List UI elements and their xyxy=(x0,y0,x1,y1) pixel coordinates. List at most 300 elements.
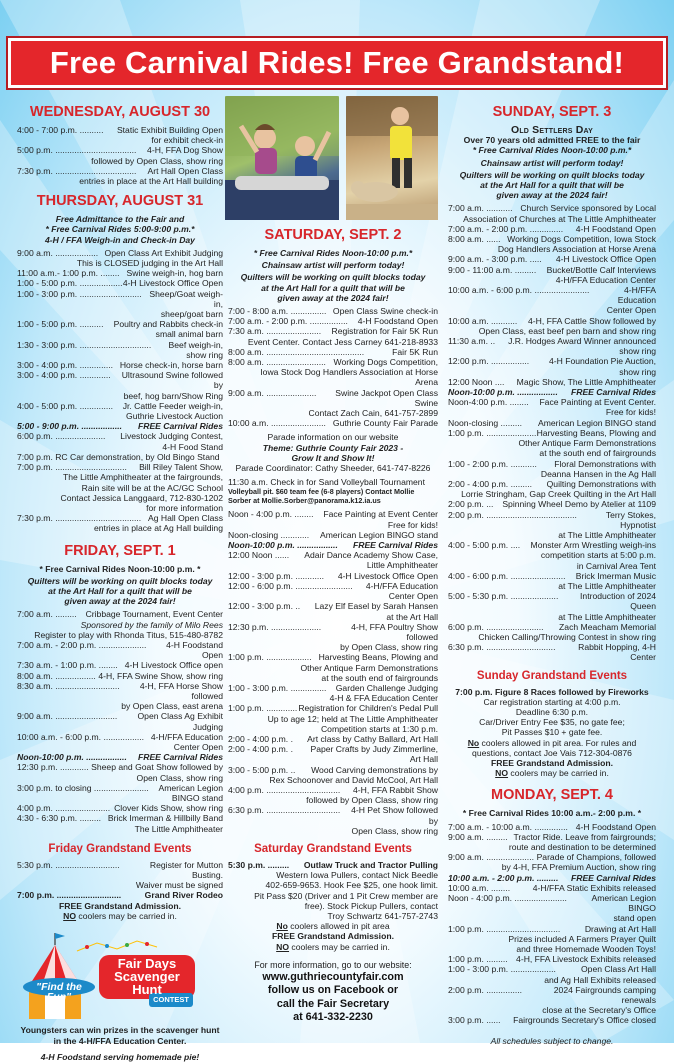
schedule-entry xyxy=(17,340,223,360)
entry-time: 3:00 - 5:00 p.m. .. xyxy=(228,764,296,775)
entry-description: 4-H Foundation Pie Auction, xyxy=(548,356,656,367)
entry-continuation: 4-H Food Stand xyxy=(162,441,223,452)
saturday-grandstand-heading: Saturday Grandstand Events xyxy=(254,842,412,855)
entry-description: American Legion BINGO xyxy=(591,893,656,914)
entry-description: Ultrasound Swine followed by xyxy=(121,370,223,391)
schedule-entry xyxy=(448,234,656,254)
entry-description: Zach Meacham Memorial xyxy=(559,621,656,632)
schedule-entry xyxy=(17,640,223,660)
schedule-entry xyxy=(448,479,656,499)
schedule-entry xyxy=(448,224,656,234)
thursday-intro-1: Free Admittance to the Fair and xyxy=(55,214,185,225)
schedule-entry xyxy=(448,873,656,883)
schedule-entry xyxy=(17,431,223,451)
schedule-entry xyxy=(448,254,656,264)
entry-time: 10:00 a.m. ....................... xyxy=(228,418,326,429)
schedule-entry xyxy=(17,711,223,731)
friday-quilt-2: at the Art Hall for a quilt that will be xyxy=(48,585,192,596)
entry-description: Drawing at Art Hall xyxy=(584,923,656,934)
saturday-events xyxy=(228,306,438,428)
schedule-entry xyxy=(448,852,656,872)
entry-description: 4-H/FFA Education xyxy=(365,580,438,591)
schedule-entry xyxy=(448,356,656,376)
entry-time: 9:00 a.m. ......... xyxy=(448,831,508,842)
sunday-coolers xyxy=(448,768,656,778)
entry-description: Registration for Fair 5K Run xyxy=(331,326,438,337)
sat-gs-line-5: Troy Schwartz 641-757-2743 xyxy=(327,910,438,921)
entry-time: 10:00 a.m. - 2:00 p.m. ......... xyxy=(448,872,559,883)
scavenger-title xyxy=(101,957,193,996)
schedule-entry xyxy=(228,316,438,326)
entry-time: 4:00 - 7:00 p.m. .......... xyxy=(17,125,104,135)
entry-continuation: Association of Churches at The Little Amphitheater xyxy=(463,213,656,224)
schedule-entry xyxy=(448,893,656,924)
schedule-entry xyxy=(17,860,223,891)
entry-description: Monster Arm Wrestling weigh-ins xyxy=(530,540,656,551)
schedule-entry xyxy=(17,319,223,339)
entry-description: Open Class Ag Exhibit Judging xyxy=(137,711,223,732)
entry-time: 11:00 a.m.- 1:00 p.m. ........ xyxy=(17,268,120,279)
schedule-entry xyxy=(448,964,656,984)
entry-time: 8:00 a.m. ................. xyxy=(17,670,96,681)
entry-time: 6:30 p.m. ............................. xyxy=(448,642,556,653)
schedule-entry xyxy=(17,289,223,320)
schedule-entry xyxy=(228,785,438,805)
schedule-entry xyxy=(228,571,438,581)
entry-time: 4:00 - 6:00 p.m. ....................... xyxy=(448,570,566,581)
schedule-entry xyxy=(228,347,438,357)
schedule-entry xyxy=(448,418,656,428)
schedule-entry xyxy=(448,591,656,622)
entry-time: 6:30 p.m. ............................... xyxy=(228,805,341,816)
entry-time: 3:00 p.m. to closing ....................... xyxy=(17,782,149,793)
entry-time: 7:00 a.m. ........... xyxy=(448,203,513,214)
entry-continuation: Contact Jessica Langgaard, 712-830-1202 xyxy=(60,492,223,503)
schedule-entry xyxy=(228,418,438,428)
saturday-grandstand-event xyxy=(228,860,438,870)
schedule-entry xyxy=(448,540,656,571)
entry-time: 12:00 Noon .... xyxy=(448,376,505,387)
entry-continuation: at The Little Amphitheater xyxy=(558,580,656,591)
schedule-entry xyxy=(17,762,223,782)
entry-continuation: This is CLOSED judging in the Art Hall xyxy=(76,258,223,269)
entry-description: Magic Show, The Little Amphitheater xyxy=(516,376,656,387)
entry-time: 7:30 p.m. .................................. xyxy=(17,165,137,176)
entry-continuation: Waiver must be signed xyxy=(135,880,223,891)
sun-gs-title: Figure 8 Races followed by Fireworks xyxy=(494,686,649,697)
entry-description: FREE Carnival Rides xyxy=(137,421,223,432)
schedule-entry xyxy=(17,125,223,145)
entry-time: 7:00 a.m. - 2:00 p.m. .................... xyxy=(17,639,147,650)
entry-continuation: Little Amphitheater xyxy=(366,560,438,571)
entry-continuation: The Little Amphitheater xyxy=(134,823,223,834)
sun-questions: questions, contact Joe Vais 712-304-0876 xyxy=(472,747,632,758)
sunday-grandstand-event xyxy=(448,687,656,697)
schedule-entry xyxy=(448,265,656,285)
schedule-entry xyxy=(17,660,223,670)
schedule-entry xyxy=(228,805,438,836)
thursday-heading: THURSDAY, AUGUST 31 xyxy=(36,193,204,210)
entry-continuation: followed by Open Class, show ring xyxy=(91,155,223,166)
monday-events xyxy=(448,822,656,1026)
schedule-entry xyxy=(17,752,223,762)
entry-time: 4:00 - 5:00 p.m. .... xyxy=(448,540,521,551)
sat-gs-line-4: free). Stock Pickup Pullers, contact xyxy=(304,900,438,911)
entry-continuation: at The Little Amphitheater xyxy=(558,611,656,622)
entry-description: American Legion xyxy=(158,782,223,793)
entry-continuation: for more information xyxy=(146,502,223,513)
entry-continuation: 4-H/FFA Education Center xyxy=(555,274,656,285)
entry-continuation: beef, hog barn/Show Ring xyxy=(123,390,223,401)
entry-description: Spinning Wheel Demo by Atelier at 1109 xyxy=(502,499,656,510)
over-70-free: Over 70 years old admitted FREE to the fair xyxy=(463,135,641,146)
schedule-entry xyxy=(228,540,438,550)
schedule-entry xyxy=(448,285,656,316)
entry-description: Working Dogs Competition, xyxy=(333,357,438,368)
entry-time: 7:00 p.m. .............................. xyxy=(17,462,127,473)
entry-description: Art Hall Open Class xyxy=(147,165,223,176)
entry-description: FREE Carnival Rides xyxy=(137,752,223,763)
entry-continuation: Open Class, show ring xyxy=(136,772,223,783)
entry-time: 1:00 p.m. ......... xyxy=(448,954,508,965)
left-column xyxy=(17,101,223,1062)
saturday-coolers xyxy=(228,942,438,952)
schedule-entry xyxy=(17,609,223,640)
entry-description: Church Service sponsored by Local xyxy=(520,203,656,214)
entry-description: 4-H Livestock Office open xyxy=(124,660,223,671)
entry-time: 1:00 p.m. ............. xyxy=(228,703,298,714)
entry-time: 4:00 - 5:00 p.m. .............. xyxy=(17,400,114,411)
sunday-admission: FREE Grandstand Admission. xyxy=(491,757,613,768)
entry-time: 9:00 - 11:00 a.m. ......... xyxy=(448,264,537,275)
scavenger-line-2: Scavenger xyxy=(114,969,180,985)
entry-description: Horse check-in, horse barn xyxy=(119,360,223,371)
entry-continuation: at The Little Amphitheater xyxy=(558,529,656,540)
friday-quilt-1: Quilters will be working on quilt blocks today xyxy=(27,575,213,586)
entry-time: 12:30 p.m. ..................... xyxy=(228,621,322,632)
friday-admission: FREE Grandstand Admission. xyxy=(59,900,181,911)
sun-gs-line-4: Pit Passes $10 + gate fee. xyxy=(501,727,603,738)
entry-description: 4-H, FFA Rabbit Show xyxy=(352,784,438,795)
entry-description: Parade of Champions, followed xyxy=(536,852,656,863)
entry-time: 5:00 - 9:00 p.m. ................. xyxy=(17,421,123,432)
entry-continuation: Other Antique Farm Demonstrations xyxy=(518,438,656,449)
schedule-entry xyxy=(17,803,223,813)
schedule-entry xyxy=(228,652,438,683)
entry-continuation: entries in place at Ag Hall building xyxy=(94,523,223,534)
sunday-coolers-no: NO xyxy=(495,768,509,779)
sat-gs-title: Outlaw Truck and Tractor Pulling xyxy=(303,859,438,870)
schedule-entry xyxy=(17,452,223,462)
entry-time: 12:00 - 6:00 p.m. ........................ xyxy=(228,580,353,591)
entry-time: 2:00 - 4:00 p.m. . xyxy=(228,733,293,744)
entry-continuation: Rex Schoonover and David McCool, Art Hall xyxy=(269,774,438,785)
entry-continuation: Open Class, show ring xyxy=(351,825,438,836)
sunday-quilt-1: Quilters will be working on quilt blocks today xyxy=(459,169,645,180)
entry-continuation: competition starts at 5:00 p.m. xyxy=(540,550,656,561)
schedule-entry xyxy=(228,765,438,785)
entry-time: 3:00 - 4:00 p.m. .............. xyxy=(17,360,114,371)
saturday-quilt-3: given away at the 2024 fair! xyxy=(277,292,389,303)
entry-description: Registration for Children's Pedal Pull xyxy=(298,703,438,714)
schedule-entry xyxy=(228,388,438,419)
entry-continuation: Chicken Calling/Throwing Contest in show ring xyxy=(478,631,656,642)
entry-continuation: entries in place at the Art Hall building xyxy=(79,176,223,187)
entry-description: Register for Mutton Busting. xyxy=(149,859,223,880)
entry-time: 7:00 a.m. - 2:00 p.m. .............. xyxy=(448,223,564,234)
sat-pit-coolers xyxy=(228,921,438,931)
scavenger-line-1: Fair Days xyxy=(117,956,177,972)
entry-time: 11:30 a.m. .. xyxy=(448,336,496,347)
parade-info: Parade information on our website xyxy=(267,432,399,443)
entry-time: 7:00 - 8:00 a.m. ............... xyxy=(228,306,327,317)
entry-continuation: at the south end of fairgrounds xyxy=(321,672,438,683)
old-settlers-day: Old Settlers Day xyxy=(510,124,594,136)
schedule-entry xyxy=(448,499,656,509)
schedule-entry xyxy=(228,326,438,346)
schedule-entry xyxy=(17,890,223,900)
entry-description: Rabbit Hopping, 4-H Center xyxy=(578,642,656,663)
entry-time: 12:00 - 3:00 p.m. ............ xyxy=(228,570,325,581)
schedule-entry xyxy=(228,509,438,529)
entry-description: Sheep and Goat Show followed by xyxy=(91,762,223,773)
entry-continuation: at the Art Hall xyxy=(386,611,438,622)
schedule-entry xyxy=(17,401,223,421)
schedule-disclaimer: All schedules subject to change. xyxy=(490,1035,614,1046)
scavenger-line-3: Hunt xyxy=(132,982,162,998)
entry-description: Open Class Art Exhibit Judging xyxy=(104,247,223,258)
entry-description: Garden Challenge Judging xyxy=(335,682,438,693)
entry-continuation: Rain site will be at the AC/GC School xyxy=(81,482,223,493)
sunday-heading: SUNDAY, SEPT. 3 xyxy=(492,104,612,120)
entry-continuation: followed by Open Class, show ring xyxy=(306,795,438,806)
entry-time: 1:00 p.m. ............................... xyxy=(448,923,561,934)
entry-time: 7:30 p.m. .................................... xyxy=(17,513,142,524)
entry-description: Paper Crafts by Judy Zimmerline, xyxy=(310,744,438,755)
entry-time: 7:00 a.m. - 2:00 p.m. ................ xyxy=(228,316,348,327)
wednesday-heading: WEDNESDAY, AUGUST 30 xyxy=(29,104,211,120)
entry-continuation: Center Open xyxy=(388,591,438,602)
entry-description: Open Class Swine check-in xyxy=(332,306,438,317)
entry-continuation: Other Antique Farm Demonstrations xyxy=(300,662,438,673)
entry-continuation: Center Open xyxy=(173,741,223,752)
entry-description: 4-H, FFA Poultry Show followed xyxy=(351,621,438,642)
entry-continuation: by Open Class, show ring xyxy=(340,642,438,653)
entry-time: 3:00 - 4:00 p.m. ............. xyxy=(17,370,111,381)
sat-gs-line-1: Western Iowa Pullers, contact Nick Beedle xyxy=(276,870,438,881)
entry-description: 4-H Foodstand Open xyxy=(357,316,438,327)
entry-description: Clover Kids Show, show ring xyxy=(114,803,223,814)
sun-gs-time: 7:00 p.m. xyxy=(455,686,493,697)
monday-heading: MONDAY, SEPT. 4 xyxy=(491,787,613,804)
schedule-entry xyxy=(448,203,656,223)
schedule-entry xyxy=(17,732,223,752)
sun-pit-text: coolers allowed in pit area. For rules and xyxy=(479,737,637,748)
schedule-entry xyxy=(228,683,438,703)
entry-continuation: Competition starts at 1:30 p.m. xyxy=(320,723,438,734)
schedule-entry xyxy=(17,360,223,370)
entry-continuation: Lorrie Stringham, Gap Creek Quilting in the Art Hall xyxy=(461,489,656,500)
entry-continuation: Deanna Hansen in the Ag Hall xyxy=(540,468,656,479)
schedule-entry xyxy=(448,642,656,662)
website-link[interactable]: www.guthriecountyfair.com xyxy=(262,970,404,983)
entry-description: Poultry and Rabbits check-in xyxy=(113,319,223,330)
entry-description: 4-H Livestock Office Open xyxy=(555,254,656,265)
friday-intro-rides: * Free Carnival Rides Noon-10:00 p.m. * xyxy=(39,563,201,574)
entry-description: 4-H/FFA Static Exhibits released xyxy=(532,882,656,893)
scavenger-description: Youngsters can win prizes in the scavenger hunt in the 4-H/FFA Education Center. xyxy=(20,1025,220,1046)
sunday-coolers-text: coolers may be carried in. xyxy=(508,768,609,779)
entry-time: 5:00 p.m. .................................. xyxy=(17,145,137,156)
entry-continuation: close at the Secretary's Office xyxy=(542,1005,656,1016)
entry-continuation: Arena xyxy=(415,377,438,388)
sun-pit-no: No xyxy=(467,737,480,748)
entry-time: 12:00 p.m. ................ xyxy=(448,356,530,367)
sun-pit-coolers xyxy=(448,738,656,748)
entry-description: 4-H/FFA Education xyxy=(617,285,656,306)
entry-time: Noon-closing ............ xyxy=(228,529,310,540)
entry-time: 7:30 a.m. ....................... xyxy=(228,326,322,337)
entry-description: Wood Carving demonstrations by xyxy=(311,764,438,775)
middle-column xyxy=(228,96,438,1025)
entry-description: 4-H Pet Show followed by xyxy=(351,805,438,826)
schedule-entry xyxy=(448,622,656,642)
schedule-entry xyxy=(228,703,438,734)
entry-time: 9:00 a.m. - 3:00 p.m. ..... xyxy=(448,254,542,265)
secretary-phone: at 641-332-2230 xyxy=(293,1011,373,1024)
entry-continuation: show ring xyxy=(619,366,656,377)
sat-gs-line-2: 402-659-9653. Hook Fee $25, one hook limit. xyxy=(265,880,438,891)
schedule-entry xyxy=(448,459,656,479)
entry-description: Face Painting at Event Center. xyxy=(539,397,656,408)
entry-time: 9:00 a.m. .......................... xyxy=(17,711,118,722)
entry-continuation: Contact Zach Cain, 641-757-2899 xyxy=(308,408,438,419)
entry-description: Brick Imerman & Hillbilly Band xyxy=(107,813,223,824)
entry-time: 10:00 a.m. ........... xyxy=(448,315,518,326)
wednesday-events xyxy=(17,125,223,186)
schedule-entry xyxy=(448,377,656,387)
entry-description: Grand River Rodeo xyxy=(144,890,223,901)
entry-description: Fairgrounds Secretary's Office closed xyxy=(513,1015,656,1026)
thursday-intro-2: * Free Carnival Rides 5:00-9:00 p.m.* xyxy=(45,224,195,235)
friday-grandstand-heading: Friday Grandstand Events xyxy=(48,842,192,855)
schedule-entry xyxy=(228,530,438,540)
friday-coolers xyxy=(17,911,223,921)
schedule-entry xyxy=(228,601,438,621)
volleyball-checkin: 11:30 a.m. Check in for Sand Volleyball Tournament xyxy=(228,477,425,488)
headline-banner: Free Carnival Rides! Free Grandstand! xyxy=(8,38,666,88)
schedule-entry xyxy=(17,278,223,288)
entry-time: 8:00 a.m. ...... xyxy=(448,234,501,245)
schedule-entry xyxy=(17,681,223,712)
sat-gs-line-3: Pit Pass $20 (Driver and 1 Pit Crew member are xyxy=(254,890,438,901)
entry-continuation: The Little Amphitheater at the fairgrounds, xyxy=(62,472,223,483)
entry-time: 3:00 p.m. ...... xyxy=(448,1015,501,1026)
fair-photos xyxy=(228,96,438,220)
entry-continuation: route and destination to be determined xyxy=(508,842,656,852)
entry-description: 4-H/FFA Education xyxy=(150,731,223,742)
entry-time: Noon-10:00 p.m. ................. xyxy=(448,387,558,398)
entry-description: FREE Carnival Rides xyxy=(570,872,656,883)
sun-gs-line-2: Deadline 6:30 p.m. xyxy=(515,706,589,717)
monday-intro-rides: * Free Carnival Rides 10:00 a.m.- 2:00 p.m. * xyxy=(462,808,642,819)
entry-description: Swine weigh-in, hog barn xyxy=(126,268,223,279)
schedule-entry xyxy=(448,822,656,832)
entry-description: 4-H, FFA Swine Show, show ring xyxy=(98,670,223,681)
entry-description: Adair Dance Academy Show Case, xyxy=(304,550,438,561)
entry-time: 1:00 - 3:00 p.m. .......................... xyxy=(17,288,142,299)
entry-description: Sheep/Goat weigh-in, xyxy=(149,288,223,309)
entry-description: 4-H, FFA Horse Show followed xyxy=(139,680,223,701)
entry-description: Brick Imerman Music xyxy=(575,570,656,581)
parade-theme-2: Grow It and Show It! xyxy=(291,452,375,463)
parade-coordinator: Parade Coordinator: Cathy Sheeder, 641-747-8226 xyxy=(235,463,431,474)
entry-description: 4-H Foodstand Open xyxy=(575,223,656,234)
entry-time: 9:00 a.m. .................. xyxy=(17,247,99,258)
entry-time: 7:00 a.m. - 10:00 a.m. .............. xyxy=(448,821,568,832)
entry-time: 1:00 - 5:00 p.m. .................. xyxy=(17,278,123,289)
entry-continuation: and Ag Hall Exhibits released xyxy=(544,974,656,985)
entry-time: 6:00 p.m. ........................ xyxy=(448,621,544,632)
entry-time: 7:00 p.m. RC Car demonstration, by Old Bingo Stand xyxy=(17,451,220,462)
schedule-entry xyxy=(448,1015,656,1025)
entry-description: Harvesting Beans, Plowing and xyxy=(318,652,438,663)
schedule-entry xyxy=(448,571,656,591)
entry-time: 5:00 - 5:30 p.m. .................... xyxy=(448,591,559,602)
entry-description: Harvesting Beans, Plowing and xyxy=(536,427,656,438)
thursday-events xyxy=(17,248,223,534)
schedule-entry xyxy=(228,734,438,744)
entry-time: 2:00 - 4:00 p.m. ......... xyxy=(448,478,533,489)
friday-quilt-3: given away at the 2024 fair! xyxy=(64,596,176,607)
entry-time: 7:30 a.m. - 1:00 p.m. ........ xyxy=(17,660,118,671)
entry-time: 2:00 p.m. ...................................... xyxy=(448,509,577,520)
entry-time: 2:00 p.m. ............... xyxy=(448,984,523,995)
sunday-quilt-2: at the Art Hall for a quilt that will be xyxy=(480,180,624,191)
entry-description: FREE Carnival Rides xyxy=(570,387,656,398)
entry-continuation: small animal barn xyxy=(155,329,223,340)
schedule-entry xyxy=(448,336,656,356)
entry-description: J.R. Hodges Award Winner announced xyxy=(508,336,656,347)
entry-continuation: by Open Class, east arena xyxy=(121,701,223,712)
saturday-quilt-2: at the Art Hall for a quilt that will be xyxy=(261,282,405,293)
entry-description: 4-H Livestock Office Open xyxy=(337,570,438,581)
entry-time: Noon-10:00 p.m. ................. xyxy=(228,540,338,551)
schedule-entry xyxy=(17,268,223,278)
entry-description: Guthrie County Fair Parade xyxy=(332,418,438,429)
friday-grandstand-events xyxy=(17,860,223,901)
entry-description: Cribbage Tournament, Event Center xyxy=(85,609,223,620)
entry-description: 2024 Fairgrounds camping renewals xyxy=(553,984,656,1006)
entry-description: 4-H Foodstand Open xyxy=(166,639,223,661)
friday-coolers-text: coolers may be carried in. xyxy=(76,910,177,921)
entry-description: Beef weigh-in, show ring xyxy=(168,339,223,360)
schedule-entry xyxy=(448,883,656,893)
schedule-entry xyxy=(448,924,656,955)
entry-time: 7:00 p.m. ........................... xyxy=(17,890,122,901)
entry-description: Floral Demonstrations with xyxy=(554,458,656,469)
schedule-entry xyxy=(228,622,438,653)
thursday-intro-3: 4-H / FFA Weigh-in and Check-in Day xyxy=(45,234,195,245)
schedule-entry xyxy=(17,145,223,165)
entry-time: Noon - 4:00 p.m. ...................... xyxy=(448,893,567,904)
schedule-entry xyxy=(228,581,438,601)
schedule-entry xyxy=(17,813,223,833)
schedule-entry xyxy=(448,397,656,417)
entry-continuation: 4-H & FFA Education Center xyxy=(329,693,438,704)
entry-description: Quilting Demonstrations with xyxy=(546,478,656,489)
schedule-entry xyxy=(228,744,438,764)
